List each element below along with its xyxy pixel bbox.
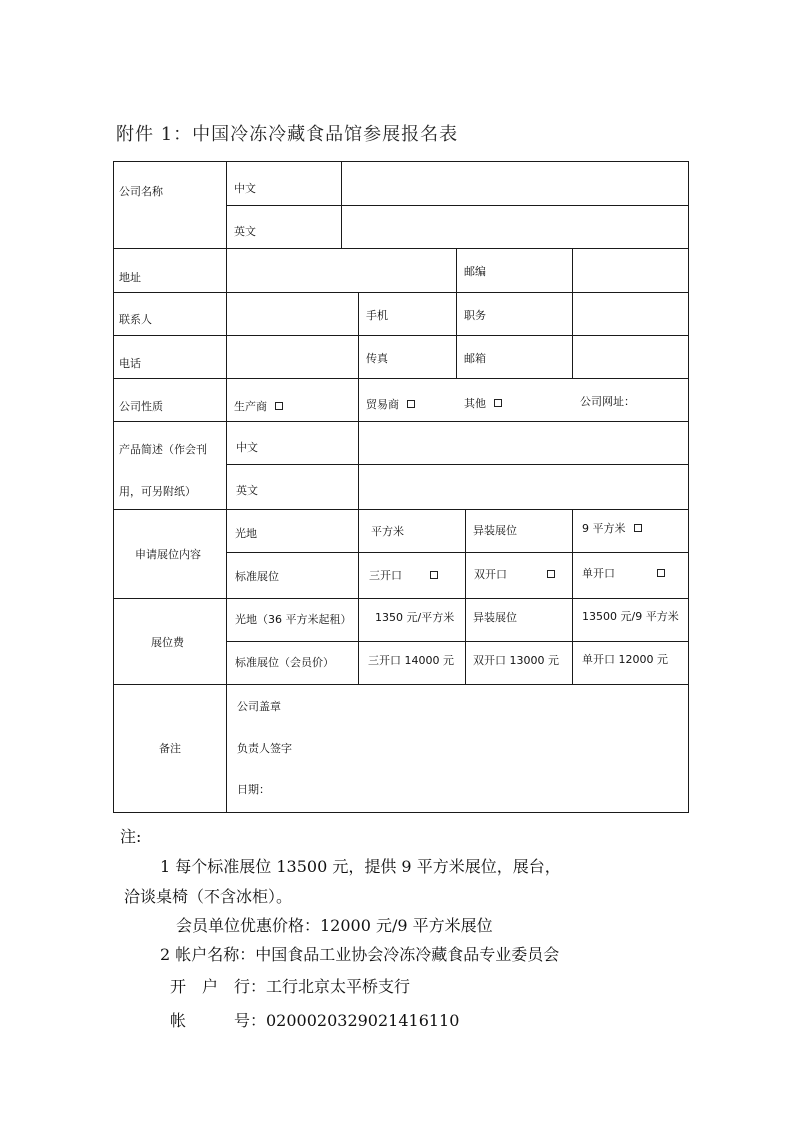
table-line (113, 378, 689, 379)
standard-booth-label: 标准展位 (235, 570, 279, 583)
manufacturer-checkbox[interactable] (275, 402, 283, 410)
table-line (226, 552, 689, 553)
notes-line-4: 2 帐户名称：中国食品工业协会冷冻冷藏食品专业委员会 (160, 945, 560, 964)
two-open-price: 双开口 13000 元 (473, 654, 559, 667)
product-desc-label-line1: 产品简述（作会刊 (119, 443, 207, 456)
product-desc-cn-label: 中文 (236, 441, 258, 454)
signature-label: 负责人签字 (237, 742, 292, 755)
table-line (113, 509, 689, 510)
manufacturer-option[interactable] (234, 400, 283, 414)
table-border-right (688, 161, 689, 813)
two-open-option[interactable] (474, 568, 555, 582)
registration-table (113, 161, 689, 813)
company-name-label: 公司名称 (119, 185, 163, 198)
table-line (113, 248, 689, 249)
table-line (113, 421, 689, 422)
trader-checkbox[interactable] (407, 400, 415, 408)
special-booth-price: 13500 元/9 平方米 (582, 610, 679, 623)
postcode-label: 邮编 (464, 265, 486, 278)
table-line (113, 598, 689, 599)
three-open-price: 三开口 14000 元 (368, 654, 454, 667)
company-name-cn-label: 中文 (234, 182, 256, 195)
three-open-label: 三开口 (369, 569, 402, 582)
remarks-label: 备注 (159, 742, 181, 755)
notes-line-3: 会员单位优惠价格：12000 元/9 平方米展位 (176, 916, 493, 935)
nine-sqm-label: 9 平方米 (582, 522, 626, 535)
raw-space-label: 光地 (235, 527, 257, 540)
company-type-label: 公司性质 (119, 400, 163, 413)
trader-label: 贸易商 (366, 398, 399, 411)
website-label: 公司网址： (580, 395, 635, 408)
single-open-option[interactable] (582, 567, 665, 581)
notes-heading: 注: (120, 827, 142, 846)
other-label: 其他 (464, 397, 486, 410)
company-seal-label: 公司盖章 (237, 700, 281, 713)
three-open-option[interactable] (369, 569, 438, 583)
two-open-checkbox[interactable] (547, 570, 555, 578)
nine-sqm-checkbox[interactable] (634, 524, 642, 532)
table-line (572, 248, 573, 379)
position-label: 职务 (464, 309, 486, 322)
product-desc-en-label: 英文 (236, 484, 258, 497)
notes-line-5: 开 户 行：工行北京太平桥支行 (170, 977, 411, 996)
table-line (113, 292, 689, 293)
table-line (456, 248, 457, 379)
table-line (226, 464, 689, 465)
standard-member-label: 标准展位（会员价） (235, 656, 334, 669)
table-line (226, 205, 689, 206)
email-label: 邮箱 (464, 352, 486, 365)
raw-space-min-label: 光地（36 平方米起租） (235, 613, 352, 626)
table-border-left (113, 161, 114, 813)
trader-option[interactable] (366, 398, 415, 412)
mobile-label: 手机 (366, 309, 388, 322)
table-line (358, 292, 359, 422)
table-line (341, 161, 342, 248)
table-line (226, 641, 689, 642)
single-open-price: 单开口 12000 元 (582, 653, 668, 666)
special-booth-fee-label: 异装展位 (473, 611, 517, 624)
notes-line-1: 1 每个标准展位 13500 元，提供 9 平方米展位，展台， (160, 857, 561, 876)
booth-fee-label: 展位费 (151, 636, 184, 649)
raw-space-price: 1350 元/平方米 (375, 611, 455, 624)
company-name-en-label: 英文 (234, 225, 256, 238)
special-booth-label: 异装展位 (473, 524, 517, 537)
manufacturer-label: 生产商 (234, 400, 267, 413)
page-title: 附件 1：中国冷冻冷藏食品馆参展报名表 (116, 124, 459, 145)
address-label: 地址 (119, 271, 141, 284)
table-line (113, 335, 689, 336)
table-line (226, 161, 227, 813)
other-checkbox[interactable] (494, 399, 502, 407)
table-line (358, 421, 359, 509)
booth-apply-label: 申请展位内容 (135, 548, 201, 561)
table-line (358, 509, 359, 684)
nine-sqm-option[interactable] (582, 522, 642, 536)
table-line (572, 509, 573, 684)
other-option[interactable] (464, 397, 502, 411)
single-open-checkbox[interactable] (657, 569, 665, 577)
notes-line-2: 洽谈桌椅（不含冰柜）。 (124, 887, 293, 906)
table-border-bottom (113, 812, 689, 813)
sqm-label: 平方米 (371, 525, 404, 538)
table-line (113, 684, 689, 685)
date-label: 日期： (237, 783, 270, 796)
contact-label: 联系人 (119, 313, 152, 326)
phone-label: 电话 (119, 357, 141, 370)
table-border-top (113, 161, 689, 162)
notes-line-6: 帐 号：0200020329021416110 (170, 1011, 460, 1030)
two-open-label: 双开口 (474, 568, 507, 581)
table-line (465, 509, 466, 684)
single-open-label: 单开口 (582, 567, 615, 580)
three-open-checkbox[interactable] (430, 571, 438, 579)
fax-label: 传真 (366, 352, 388, 365)
product-desc-label-line2: 用，可另附纸） (119, 485, 196, 498)
